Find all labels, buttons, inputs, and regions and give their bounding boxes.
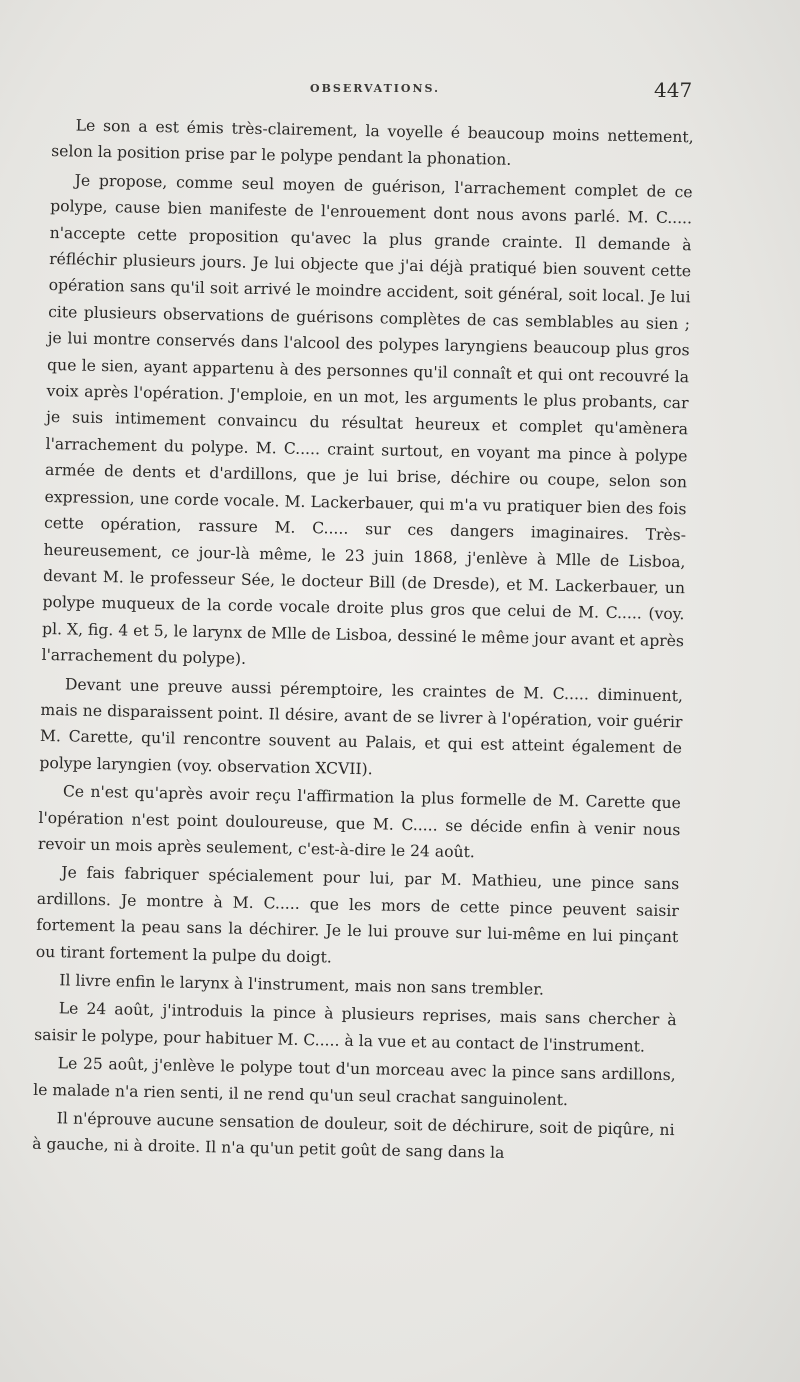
paragraph: Il livre enfin le larynx à l'instrument, mais non sans trembler. (59, 971, 545, 999)
page-header (300, 78, 700, 108)
paragraph: Je propose, comme seul moyen de guérison, l'arrachement complet de ce polype, cause bien manifeste de l'enrouement dont nous avons parlé. M. C..... n'accepte cette proposition qu'avec la plus grande crainte. Il demande à réfléchir plusieurs jours. Je lui objecte que j'ai déjà pratiqué bien souvent cette opération sans qu'il soit arrivé le moindre accident, soit général, soit local. Je lui cite plusieurs observations de guérisons complètes de cas semblables au sien ; je lui montre conservés dans l'alcool des polypes laryngiens beaucoup plus gros que le sien, ayant appartenu à des personnes qu'il connaît et qui ont recouvré la voix après l'opération. J'emploie, en un mot, les arguments le plus probants, car je suis intimement convaincu du résultat heureux et complet qu'amènera l'arrachement du polype. M. C..... craint surtout, en voyant ma pince à polype armée de dents et d'ardillons, que je lui brise, déchire ou coupe, selon son expression, une corde vocale. M. Lackerbauer, qui m'a vu pratiquer bien des fois cette opération, rassure M. C..... sur ces dangers imaginaires. Très-heureusement, ce jour-là même, le 23 juin 1868, j'enlève à Mlle de Lisboa, devant M. le professeur Sée, le docteur Bill (de Dresde), et M. Lackerbauer, un polype muqueux de la corde vocale droite plus gros que celui de M. C..... (voy. pl. X, fig. 4 et 5, le larynx de Mlle de Lisboa, dessiné le même jour avant et après l'arrachement du polype). (41, 171, 693, 668)
paragraph: Devant une preuve aussi péremptoire, les craintes de M. C..... diminuent, mais ne disparaissent point. Il désire, avant de se livrer à l'opération, voir guérir M. Carette, qu'il rencontre souvent au Palais, et qui est atteint également de polype laryngien (voy. observation XCVII). (39, 674, 684, 779)
running-title: OBSERVATIONS. (310, 82, 440, 95)
page-number: 447 (654, 78, 693, 102)
paragraph: Le 24 août, j'introduis la pince à plusieurs reprises, mais sans chercher à saisir le polype, pour habituer M. C..... à la vue et au contact de l'instrument. (34, 999, 677, 1056)
paragraph: Le 25 août, j'enlève le polype tout d'un morceau avec la pince sans ardillons, le malade n'a rien senti, il ne rend qu'un seul crachat sanguinolent. (33, 1054, 676, 1109)
paragraph: Il n'éprouve aucune sensation de douleur, soit de déchirure, soit de piqûre, ni à gauche, ni à droite. Il n'a qu'un petit goût de sang dans la (32, 1109, 675, 1163)
paragraph: Le son a est émis très-clairement, la voyelle é beaucoup moins nettement, selon la position prise par le polype pendant la phonation. (51, 116, 694, 170)
body-text (32, 112, 694, 1172)
paragraph: Je fais fabriquer spécialement pour lui, par M. Mathieu, une pince sans ardillons. Je montre à M. C..... que les mors de cette pince peuvent saisir fortement la peau sans la déchirer. Je le lui prouve sur lui-même en lui pinçant ou tirant fortement la pulpe du doigt. (35, 863, 680, 967)
paragraph: Ce n'est qu'après avoir reçu l'affirmation la plus formelle de M. Carette que l'opération n'est point douloureuse, que M. C..... se décide enfin à venir nous revoir un mois après seulement, c'est-à-dire le 24 août. (37, 782, 682, 862)
